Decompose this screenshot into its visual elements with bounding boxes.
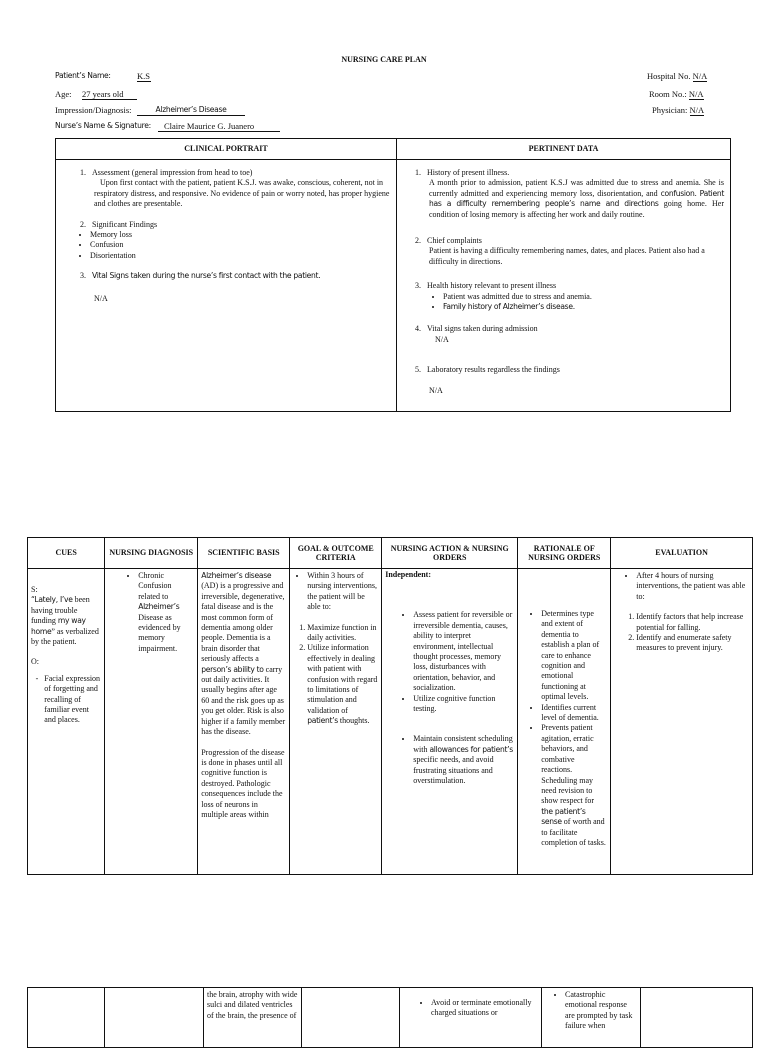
age-value: 27 years old [82, 89, 137, 100]
goal-handwritten: patient’s [307, 716, 338, 726]
action-item: Maintain consistent scheduling with [413, 734, 513, 754]
basis-handwritten: Alzheimer’s disease [201, 571, 272, 580]
patient-name-label: Patient’s Name: [55, 71, 111, 80]
findings-title: Significant Findings [92, 219, 158, 229]
clinical-portrait-cell [56, 160, 397, 412]
evaluation-item: 2. Identify and enumerate safety measures to prevent injury. [636, 633, 749, 654]
rationale-header: RATIONALE OF NURSING ORDERS [518, 538, 611, 569]
admission-vitals-title: Vital signs taken during admission [427, 324, 538, 334]
admission-vitals-value: N/A [435, 334, 449, 344]
lab-value: N/A [429, 385, 443, 395]
assessment-section: 1. Assessment (general impression from head to toe) Upon first contact with the patient, patient K.S.J. was awake, conscious, coherent, not in respiratory distress, and responsive. No evidence of pain or worry noted, has proper hygiene and clothes are presentable. [80, 168, 390, 209]
physician-value: N/A [689, 105, 705, 115]
pertinent-data-cell [397, 160, 731, 412]
subjective-label: S: [31, 585, 38, 594]
health-history-title: Health history relevant to present illness [427, 281, 557, 291]
health-history-section: 3. Health history relevant to present illness • Patient was admitted due to stress and anemia. • Family history of Alzheimer’s disease. [415, 281, 724, 312]
rationale-item-tail: of worth and to facilitate completion of tasks. [541, 817, 606, 847]
rationale-item: • Determines type and extent of dementia to establish a plan of care to enhance cognition and emotional functioning at optimal levels. [541, 609, 607, 703]
vitals-value: N/A [94, 293, 108, 303]
findings-section: 2. Significant Findings • Memory loss • Confusion • Disorientation [80, 220, 390, 262]
nurse-label: Nurse’s Name & Signature: [55, 121, 151, 130]
complaints-section: 2. Chief complaints Patient is having a difficulty remembering names, dates, and places. Patient also had a difficulty in directions. [415, 236, 724, 267]
complaints-text: Patient is having a difficulty remembering names, dates, and places. Patient also had a difficulty in directions. [429, 246, 705, 266]
rationale-cell-cont [542, 988, 641, 1048]
goal-header: GOAL & OUTCOME CRITERIA [290, 538, 382, 569]
room-label: Room No.: [649, 89, 687, 99]
evaluation-header: EVALUATION [611, 538, 753, 569]
action-handwritten: allowances for patient’s [429, 744, 513, 754]
cues-cell-cont [28, 988, 105, 1048]
lab-title: Laboratory results regardless the findings [427, 365, 560, 375]
subjective-text-2: ” as verbalized by the patient. [31, 626, 99, 647]
basis-text-3: Progression of the disease is done in phases until all cognitive function is destroyed. Pathologic consequences include the loss of neurons in multiple areas within [201, 747, 285, 819]
hospital-value: N/A [692, 71, 708, 81]
action-item: • Assess patient for reversible or irreversible dementia, causes, ability to interpret environment, intellectual thought processes, memory loss, disturbances with orientation, behavior, and socialization. [413, 610, 514, 693]
subjective-quote-open: “Lately, I’ve [31, 595, 73, 605]
evaluation-cell-cont [641, 988, 753, 1048]
objective-label: O: [31, 657, 39, 667]
goal-cell-cont [302, 988, 400, 1048]
rationale-item: • Identifies current level of dementia. [541, 703, 607, 724]
rationale-handwritten: the patient’s sense [541, 806, 586, 827]
rationale-item: Prevents patient agitation, erratic behaviors, and combative reactions. Scheduling may need revision to show respect for [541, 723, 595, 806]
physician-label: Physician: [652, 105, 688, 115]
lab-section: 5. Laboratory results regardless the findings N/A [415, 365, 724, 396]
page-title: NURSING CARE PLAN [341, 55, 427, 64]
complaints-title: Chief complaints [427, 236, 482, 246]
goal-cell [290, 569, 382, 875]
goal-item: 1. Maximize function in daily activities. [307, 623, 378, 644]
age-label: Age: [55, 89, 72, 99]
subjective-handwritten: my way home [31, 616, 86, 636]
assessment-text: Upon first contact with the patient, patient K.S.J. was awake, conscious, coherent, not in respiratory distress, and responsive. No evidence of pain or worry noted, has proper hygiene and clothes are presentable. [94, 178, 390, 209]
action-label: Independent [385, 570, 429, 579]
basis-text: (AD) is a progressive and irreversible, degenerative, fatal disease and is the most common form of dementia among older people. Dementia is a brain disorder that seriously affects a [201, 581, 285, 664]
evaluation-intro: • After 4 hours of nursing interventions, the patient was able to: [636, 571, 749, 602]
goal-tail: thoughts. [339, 716, 370, 726]
diagnosis-text: Chronic Confusion related to [138, 571, 172, 601]
room-value: N/A [688, 89, 704, 99]
cues-cell [28, 569, 105, 875]
vitals-section: 3. Vital Signs taken during the nurse’s first contact with the patient. N/A [80, 271, 390, 304]
hospital-no [647, 71, 707, 82]
subjective-text: been having trouble funding [31, 595, 90, 626]
health-history-item: • Family history of Alzheimer’s disease. [443, 302, 724, 312]
diagnosis-header: NURSING DIAGNOSIS [105, 538, 198, 569]
evaluation-cell [611, 569, 753, 875]
rationale-cell [518, 569, 611, 875]
impression-label: Impression/Diagnosis: [55, 105, 132, 115]
diagnosis-handwritten: Alzheimer’s [138, 602, 180, 612]
goal-item: Utilize information effectively in dealing with patient with confusion with regard to limitations of stimulation and validation of [307, 643, 378, 715]
admission-vitals-section: 4. Vital signs taken during admission N/A [415, 324, 724, 345]
hospital-label: Hospital No. [647, 71, 691, 81]
diagnosis-cell-cont [105, 988, 204, 1048]
assessment-title: Assessment (general impression from head to toe) [92, 168, 253, 177]
finding-item: • Confusion [90, 240, 390, 250]
history-handwritten: confusion. Patient has a difficulty remembering people’s name and directions [429, 188, 725, 209]
history-section: 1. History of present illness. A month prior to admission, patient K.S.J was admitted due to stress and anemia. She is currently admitted and experiencing memory loss, disorientation, and confusion. Patient has a difficulty remembering people’s name and directions going home. Her condition of losing memory is affecting her work and daily routine. [415, 168, 725, 219]
action-cell: Independent: • Assess patient for reversible or irreversible dementia, causes, ability to interpret environment, intellectual thought processes, memory loss, disturbances with orientation, behavior, and socialization. • Utilize cognitive function testing. • Maintain consistent scheduling with allowances for patient’s specific needs, and avoid frustrating situations and overstimulation. [382, 569, 518, 875]
vitals-title: Vital Signs taken during the nurse’s first contact with the patient. [92, 271, 321, 281]
evaluation-item: 1. Identify factors that help increase potential for falling. [636, 612, 749, 633]
rationale-item: • Catastrophic emotional response are prompted by task failure when [565, 990, 637, 1032]
history-title: History of present illness. [427, 168, 510, 177]
basis-handwritten-2: person’s ability to [201, 664, 264, 674]
basis-cell [198, 569, 290, 875]
portrait-table [55, 138, 731, 412]
diagnosis-cell [105, 569, 198, 875]
history-text-2: going home. Her condition of losing memory is affecting her work and daily routine. [429, 199, 724, 219]
action-item: • Utilize cognitive function testing. [413, 694, 514, 715]
basis-header: SCIENTIFIC BASIS [198, 538, 290, 569]
room-no [649, 89, 704, 100]
clinical-portrait-header: CLINICAL PORTRAIT [56, 139, 397, 160]
diagnosis-text-2: Disease as evidenced by memory impairment. [138, 612, 181, 653]
action-item: • Avoid or terminate emotionally charged situations or [431, 998, 538, 1019]
patient-name-value: K.S [137, 71, 150, 81]
physician [652, 105, 704, 116]
finding-item: • Disorientation [90, 251, 390, 261]
action-item-tail: specific needs, and avoid frustrating situations and overstimulation. [413, 755, 494, 786]
action-header: NURSING ACTION & NURSING ORDERS [382, 538, 518, 569]
impression-value: Alzheimer’s Disease [137, 105, 245, 116]
goal-intro: • Within 3 hours of nursing interventions, the patient will be able to: [307, 571, 378, 613]
health-history-item: • Patient was admitted due to stress and anemia. [443, 292, 724, 302]
objective-item: - Facial expression of forgetting and recalling of familiar event and places. [35, 673, 101, 725]
nurse-value: Claire Maurice G. Juanero [158, 121, 280, 132]
action-cell-cont [400, 988, 542, 1048]
finding-item: • Memory loss [90, 230, 390, 240]
basis-text-2: carry out daily activities. It usually begins after age 60 and the risk goes up as you get older. Risk is also higher if a family member has the disease. [201, 664, 286, 737]
care-plan-table [27, 537, 753, 875]
pertinent-data-header: PERTINENT DATA [397, 139, 731, 160]
history-text: A month prior to admission, patient K.S.J was admitted due to stress and anemia. She is currently admitted and experiencing memory loss, disorientation, and [429, 178, 724, 198]
cues-header: CUES [28, 538, 105, 569]
basis-cell-cont: the brain, atrophy with wide sulci and dilated ventricles of the brain, the presence of [204, 988, 302, 1048]
care-plan-continuation [27, 987, 753, 1048]
